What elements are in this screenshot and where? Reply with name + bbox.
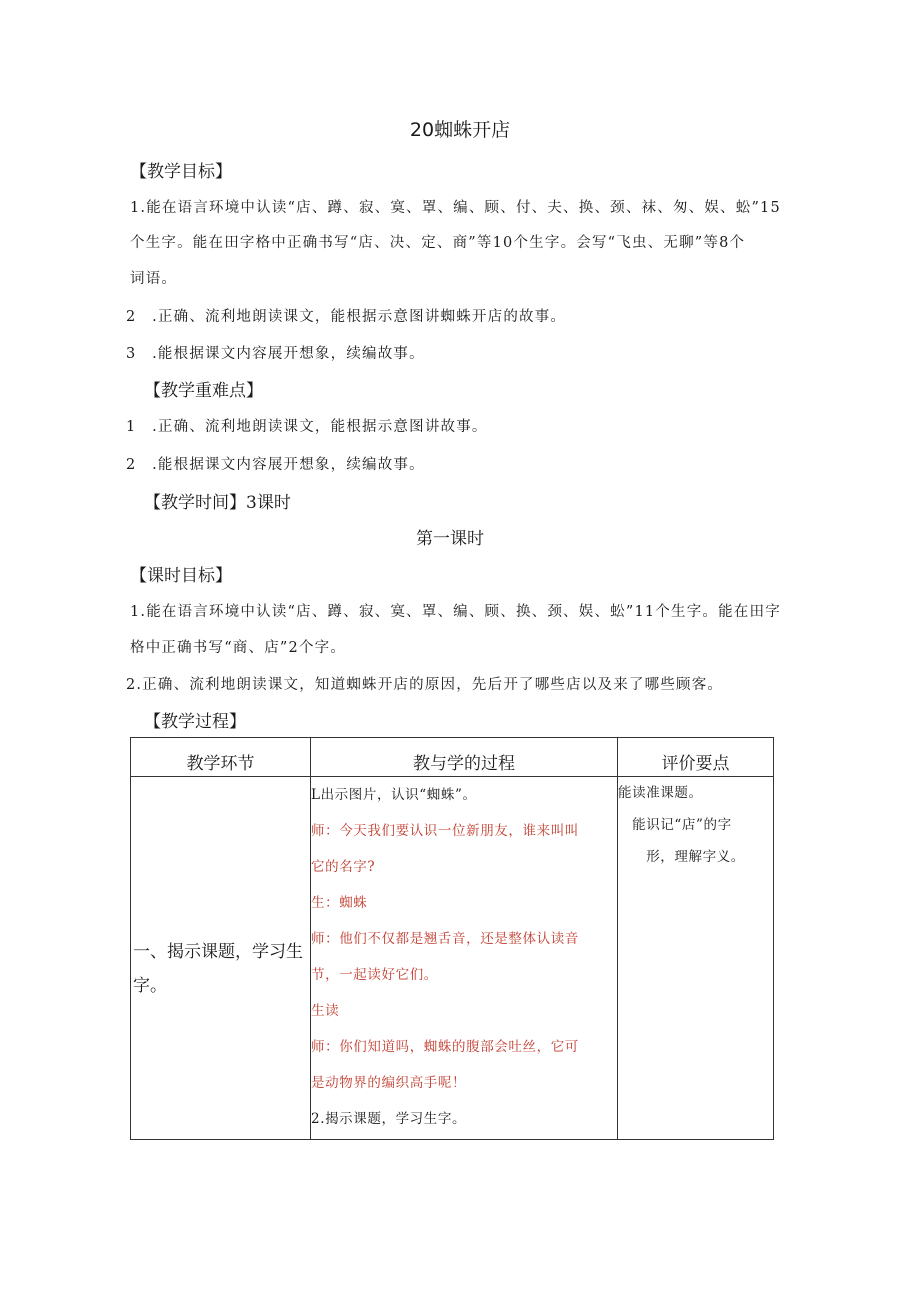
teaching-goals-heading: 【教学目标】: [130, 162, 232, 182]
process-line: 师：今天我们要认识一位新朋友，谁来叫叫: [311, 823, 579, 839]
goal-1-line-3: 词语。: [130, 271, 178, 287]
lesson-goal-1-line-2: 格中正确书写“商、店”2个字。: [130, 640, 347, 656]
goal-1-line-1: 1.能在语言环境中认读“店、蹲、寂、寞、罩、编、顾、付、夫、换、颈、袜、匆、娱、蚣”15: [130, 200, 781, 216]
goal-1-line-2: 个生字。能在田字格中正确书写“店、决、定、商”等10个生字。会写“飞虫、无聊”等8个: [130, 235, 746, 251]
process-line: 是动物界的编织高手呢！: [311, 1075, 467, 1091]
lesson-goals-heading: 【课时目标】: [130, 566, 232, 586]
key-point-2: 2 .能根据课文内容展开想象，续编故事。: [126, 457, 425, 473]
goal-2: 2 .正确、流利地朗读课文，能根据示意图讲蜘蛛开店的故事。: [126, 309, 567, 325]
goal-3: 3 .能根据课文内容展开想象，续编故事。: [126, 346, 425, 362]
lesson-title: 第一课时: [416, 529, 484, 549]
process-line: 生：蜘蛛: [311, 895, 368, 911]
process-line: 生读: [311, 1003, 340, 1019]
header-evaluation: 评价要点: [618, 738, 774, 777]
table-header-row: [131, 738, 774, 777]
stage-cell: [131, 777, 311, 1140]
header-stage: 教学环节: [131, 738, 311, 777]
teaching-time: 【教学时间】3课时: [144, 493, 291, 513]
stage-text: 一、揭示课题，学习生字。: [133, 942, 303, 996]
header-process: 教与学的过程: [311, 738, 618, 777]
evaluation-cell: [618, 777, 774, 1140]
lesson-goal-1-line-1: 1.能在语言环境中认读“店、蹲、寂、寞、罩、编、顾、换、颈、娱、蚣”11个生字。能在田字: [130, 604, 781, 620]
process-line: 节，一起读好它们。: [311, 967, 438, 983]
evaluation-line: 形，理解字义。: [618, 849, 745, 865]
key-points-heading: 【教学重难点】: [144, 381, 263, 401]
process-line: 师：你们知道吗，蜘蛛的腹部会吐丝，它可: [311, 1039, 579, 1055]
key-point-1: 1 .正确、流利地朗读课文，能根据示意图讲故事。: [126, 419, 488, 435]
document-title: 20蜘蛛开店: [409, 119, 511, 141]
process-line: L出示图片，认识“蜘蛛”。: [311, 787, 477, 803]
teaching-process-heading: 【教学过程】: [144, 712, 246, 732]
evaluation-line: 能识记“店”的字: [618, 817, 732, 833]
evaluation-line: 能读准课题。: [618, 785, 703, 801]
table-row: [131, 777, 774, 1140]
process-line: 它的名字?: [311, 859, 376, 875]
process-line: 2.揭示课题，学习生字。: [311, 1111, 467, 1127]
process-line: 师：他们不仅都是翘舌音，还是整体认读音: [311, 931, 579, 947]
process-cell: [311, 777, 618, 1140]
teaching-process-table: [130, 737, 774, 1140]
lesson-goal-2: 2.正确、流利地朗读课文，知道蜘蛛开店的原因，先后开了哪些店以及来了哪些顾客。: [126, 677, 724, 693]
